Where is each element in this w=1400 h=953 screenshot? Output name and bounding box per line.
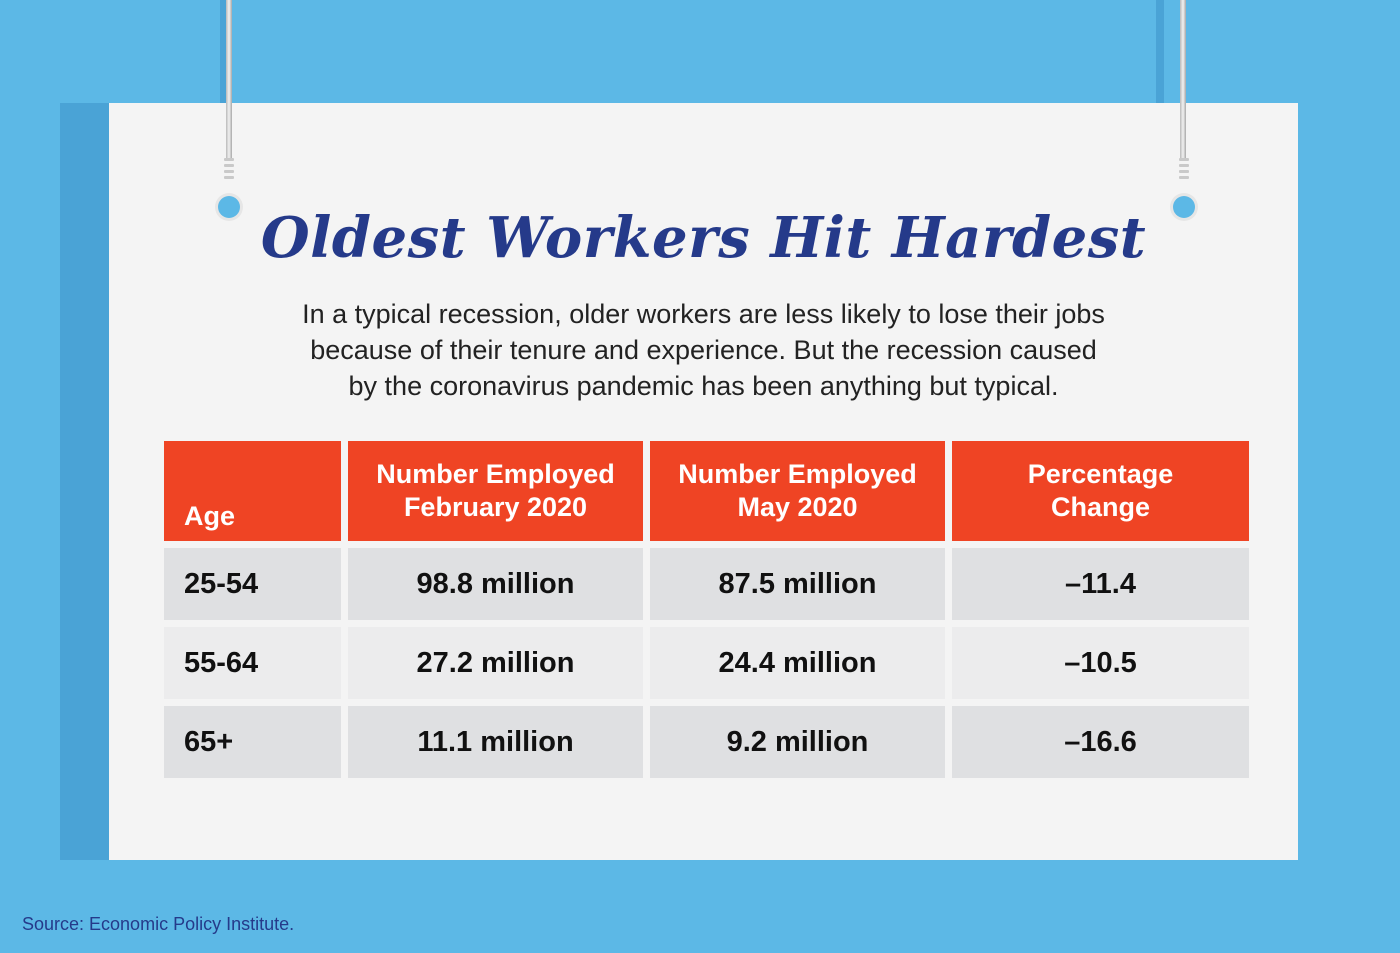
cell-pct-change: –16.6	[952, 706, 1249, 778]
board-shadow	[60, 103, 110, 860]
employment-table	[157, 434, 1256, 785]
header-age: Age	[164, 441, 341, 541]
cell-feb-2020: 98.8 million	[348, 548, 643, 620]
chart-title: Oldest Workers Hit Hardest	[260, 205, 1147, 271]
cell-pct-change: –10.5	[952, 627, 1249, 699]
wire-shadow-right	[1156, 0, 1164, 103]
table-row	[164, 706, 1249, 778]
cell-age: 65+	[164, 706, 341, 778]
table-header-row	[164, 441, 1249, 541]
header-pct-change: Percentage Change	[952, 441, 1249, 541]
hanging-wire-right	[1180, 0, 1186, 160]
table-row	[164, 548, 1249, 620]
wire-clip-left-icon	[221, 156, 237, 192]
subtitle-line: by the coronavirus pandemic has been anything but typical.	[348, 371, 1059, 401]
chart-subtitle	[109, 296, 1298, 404]
table-row	[164, 627, 1249, 699]
hanging-wire-left	[226, 0, 232, 160]
cell-may-2020: 24.4 million	[650, 627, 945, 699]
cell-feb-2020: 27.2 million	[348, 627, 643, 699]
source-note: Source: Economic Policy Institute.	[22, 914, 295, 934]
header-may-2020: Number Employed May 2020	[650, 441, 945, 541]
subtitle-line: In a typical recession, older workers are less likely to lose their jobs	[302, 299, 1105, 329]
cell-pct-change: –11.4	[952, 548, 1249, 620]
cell-feb-2020: 11.1 million	[348, 706, 643, 778]
cell-age: 25-54	[164, 548, 341, 620]
cell-may-2020: 87.5 million	[650, 548, 945, 620]
cell-may-2020: 9.2 million	[650, 706, 945, 778]
wire-clip-right-icon	[1176, 156, 1192, 192]
header-feb-2020: Number Employed February 2020	[348, 441, 643, 541]
cell-age: 55-64	[164, 627, 341, 699]
subtitle-line: because of their tenure and experience. But the recession caused	[310, 335, 1097, 365]
